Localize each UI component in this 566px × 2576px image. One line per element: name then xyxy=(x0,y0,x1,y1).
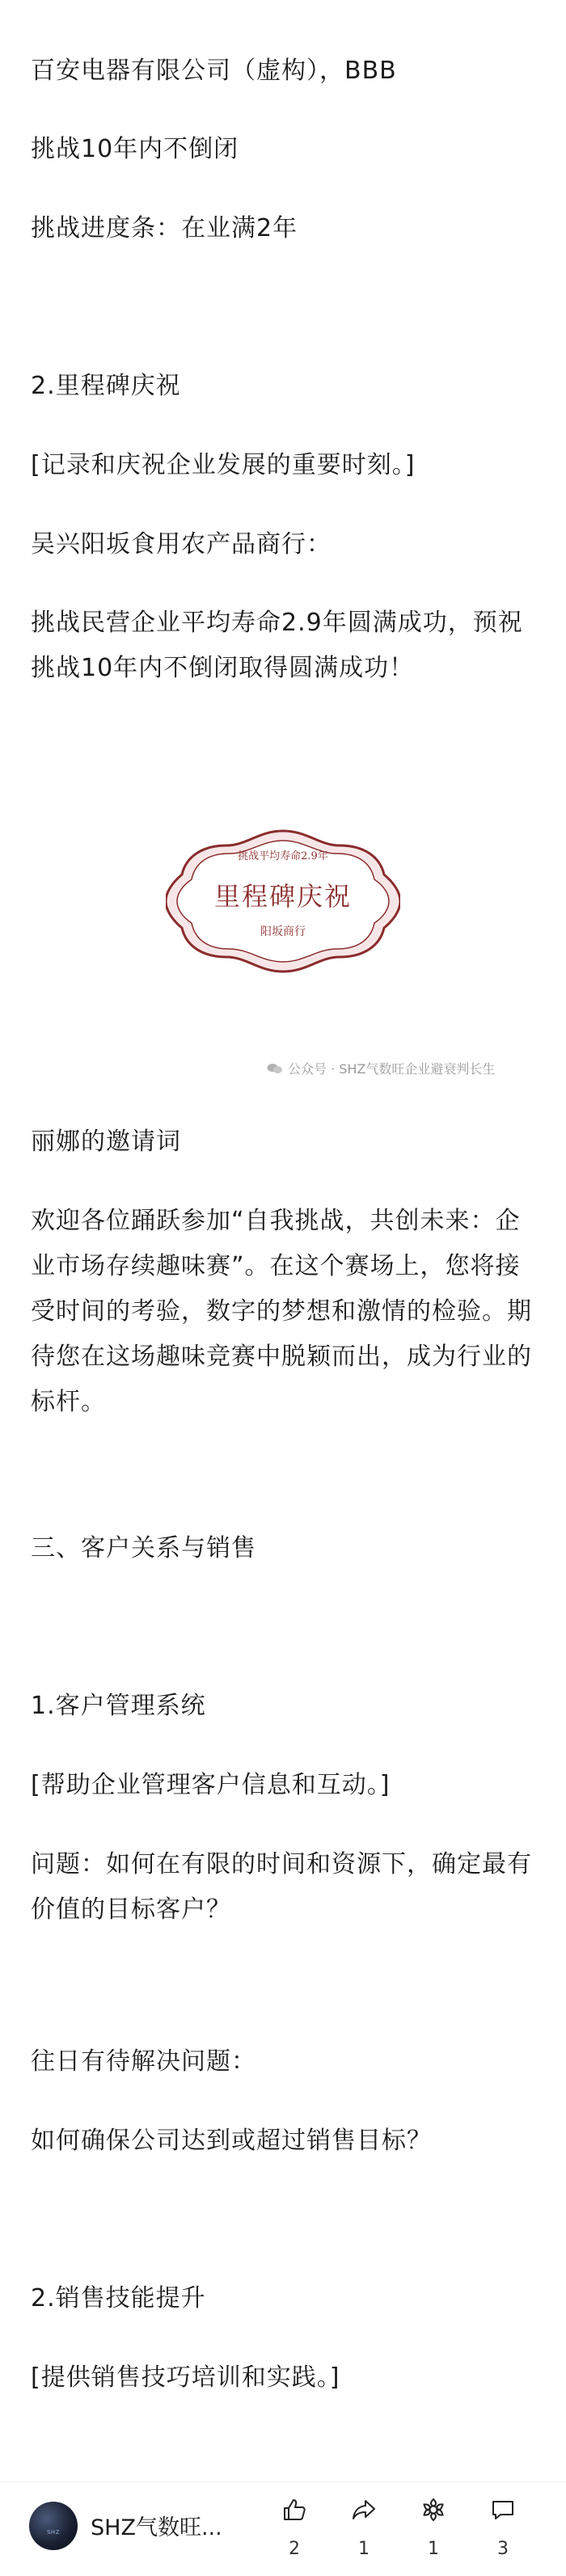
flower-icon xyxy=(420,2497,446,2523)
sales-skills-description: [提供销售技巧培训和实践。] xyxy=(31,2363,340,2392)
bottom-action-bar xyxy=(0,2481,566,2576)
watermark-text: 公众号 · SHZ气数旺企业避衰判长生 xyxy=(288,1061,496,1077)
account-avatar[interactable] xyxy=(29,2502,78,2550)
sales-skills-heading: 2.销售技能提升 xyxy=(31,2284,206,2312)
company-line: 百安电器有限公司（虚构），BBB xyxy=(31,57,397,85)
section-heading-customer: 三、客户关系与销售 xyxy=(31,1534,256,1562)
milestone-badge-image xyxy=(0,808,566,1099)
invitation-heading: 丽娜的邀请词 xyxy=(31,1128,181,1156)
wechat-icon xyxy=(267,1063,283,1074)
share-count: 1 xyxy=(358,2539,370,2559)
recommend-count: 1 xyxy=(428,2539,439,2559)
comment-button[interactable] xyxy=(479,2497,527,2565)
celebration-text: 挑战民营企业平均寿命2.9年圆满成功，预祝挑战10年内不倒闭取得圆满成功！ xyxy=(31,609,523,682)
challenge-line: 挑战10年内不倒闭 xyxy=(31,135,239,163)
badge-title: 里程碑庆祝 xyxy=(213,881,352,912)
crm-heading: 1.客户管理系统 xyxy=(31,1692,206,1720)
comment-count: 3 xyxy=(497,2539,509,2559)
crm-question: 问题：如何在有限的时间和资源下，确定最有价值的目标客户？ xyxy=(31,1850,532,1924)
crm-description: [帮助企业管理客户信息和互动。] xyxy=(31,1771,391,1799)
account-name[interactable]: SHZ气数旺... xyxy=(91,2515,222,2540)
avatar-label: SHZ xyxy=(46,2529,60,2536)
badge-top-text: 挑战平均寿命2.9年 xyxy=(238,850,328,862)
comment-icon xyxy=(490,2497,516,2523)
thumbs-up-icon xyxy=(281,2497,307,2523)
recommend-button[interactable] xyxy=(409,2497,458,2565)
share-icon xyxy=(351,2497,377,2523)
badge-subtitle: 阳坂商行 xyxy=(260,925,306,938)
share-button[interactable] xyxy=(340,2497,388,2565)
progress-line: 挑战进度条：在业满2年 xyxy=(31,214,298,242)
shop-name-line: 吴兴阳坂食用农产品商行： xyxy=(31,530,332,559)
like-button[interactable] xyxy=(270,2497,319,2565)
pending-issues-heading: 往日有待解决问题： xyxy=(31,2047,256,2076)
sales-target-question: 如何确保公司达到或超过销售目标？ xyxy=(31,2127,432,2155)
image-watermark xyxy=(267,1059,495,1077)
section-heading-milestone: 2.里程碑庆祝 xyxy=(31,372,181,400)
invitation-text: 欢迎各位踊跃参加“自我挑战，共创未来：企业市场存续趣味赛”。在这个赛场上，您将接受时间的考验，数字的梦想和激情的检验。期待您在这场趣味竞赛中脱颖而出，成为行业的标杆。 xyxy=(31,1207,532,1416)
milestone-description: [记录和庆祝企业发展的重要时刻。] xyxy=(31,451,416,479)
like-count: 2 xyxy=(289,2539,300,2559)
